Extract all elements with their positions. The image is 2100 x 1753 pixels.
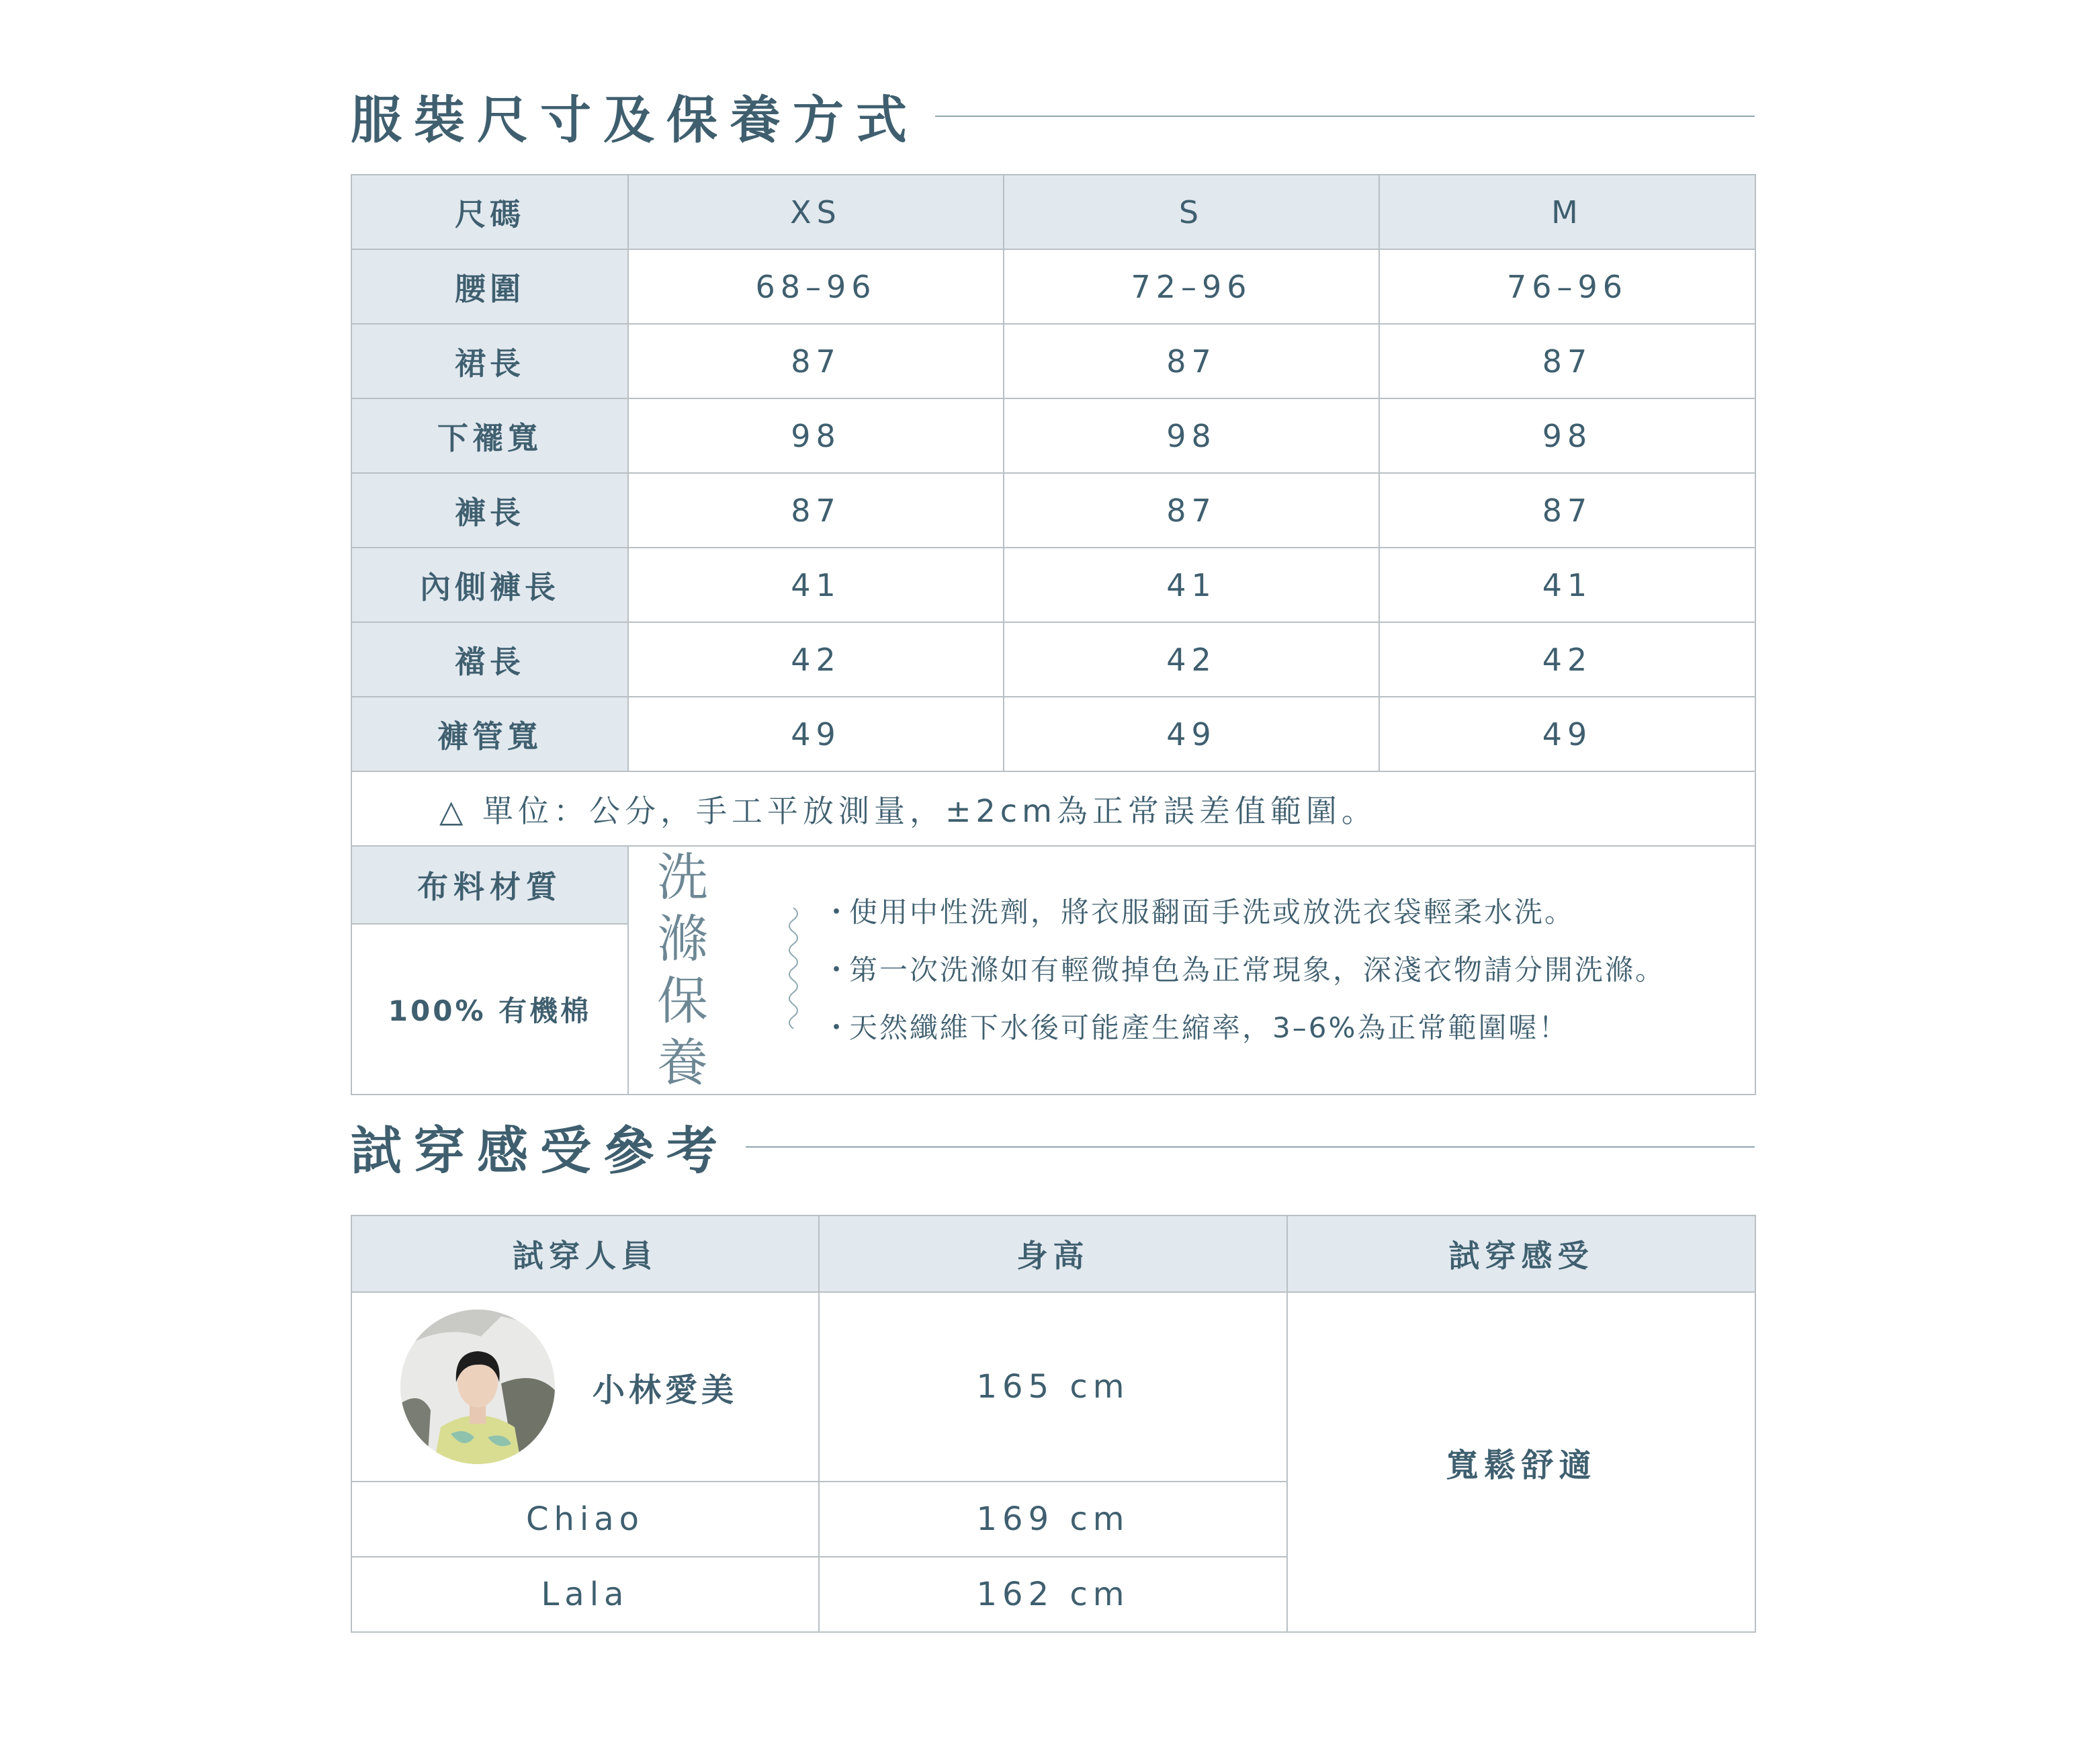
tester-name: Chiao bbox=[351, 1482, 819, 1557]
avatar bbox=[400, 1310, 555, 1464]
row-label: 裙長 bbox=[351, 324, 628, 398]
tester-cell bbox=[351, 1292, 819, 1482]
table-cell: 87 bbox=[1004, 473, 1379, 548]
size-label-header: 尺碼 bbox=[351, 175, 628, 249]
fit-table bbox=[351, 1215, 1756, 1633]
measurement-note: △ 單位：公分，手工平放測量，±2cm為正常誤差值範圍。 bbox=[351, 771, 1755, 846]
bullet-icon: ・ bbox=[822, 896, 853, 929]
table-cell: 68–96 bbox=[628, 249, 1004, 324]
fabric-value: 100% 有機棉 bbox=[351, 924, 628, 1095]
care-instructions bbox=[628, 846, 1755, 1095]
wave-divider-icon bbox=[783, 906, 803, 1034]
table-cell: 76–96 bbox=[1379, 249, 1755, 324]
table-row bbox=[351, 473, 1755, 548]
table-cell: 98 bbox=[628, 398, 1004, 473]
tester-name: Lala bbox=[351, 1557, 819, 1632]
size-xs-header: XS bbox=[628, 175, 1004, 249]
table-row bbox=[351, 548, 1755, 622]
table-cell: 87 bbox=[1379, 473, 1755, 548]
table-cell: 87 bbox=[628, 324, 1004, 398]
table-cell: 87 bbox=[1379, 324, 1755, 398]
row-label: 內側褲長 bbox=[351, 548, 628, 622]
feeling-cell: 寬鬆舒適 bbox=[1287, 1292, 1755, 1632]
heading-divider bbox=[935, 116, 1755, 117]
fabric-header-row bbox=[351, 846, 1755, 924]
size-header-row bbox=[351, 175, 1755, 249]
row-label: 下襬寬 bbox=[351, 398, 628, 473]
care-list bbox=[822, 884, 1665, 1057]
size-care-section-title bbox=[351, 79, 1755, 153]
care-title-line: 保養 bbox=[657, 971, 715, 1093]
size-m-header: M bbox=[1379, 175, 1755, 249]
table-row bbox=[351, 697, 1755, 771]
table-cell: 87 bbox=[628, 473, 1004, 548]
fit-header-row bbox=[351, 1215, 1755, 1292]
table-row bbox=[351, 622, 1755, 697]
table-cell: 98 bbox=[1379, 398, 1755, 473]
height-cell: 165 cm bbox=[819, 1292, 1287, 1482]
table-cell: 41 bbox=[628, 548, 1004, 622]
section-heading: 試穿感受參考 bbox=[351, 1121, 730, 1181]
table-cell: 98 bbox=[1004, 398, 1379, 473]
table-cell: 41 bbox=[1379, 548, 1755, 622]
row-label: 褲長 bbox=[351, 473, 628, 548]
list-item: ・天然纖維下水後可能產生縮率，3–6%為正常範圍喔！ bbox=[822, 999, 1665, 1057]
tester-header: 試穿人員 bbox=[351, 1215, 819, 1292]
size-s-header: S bbox=[1004, 175, 1379, 249]
table-cell: 42 bbox=[628, 622, 1004, 697]
bullet-icon: ・ bbox=[822, 1011, 853, 1044]
height-cell: 162 cm bbox=[819, 1557, 1287, 1632]
care-title-line: 洗滌 bbox=[657, 847, 715, 969]
table-row bbox=[351, 249, 1755, 324]
table-cell: 42 bbox=[1004, 622, 1379, 697]
section-heading: 服裝尺寸及保養方式 bbox=[351, 90, 919, 150]
table-cell: 49 bbox=[628, 697, 1004, 771]
table-row bbox=[351, 1292, 1755, 1482]
note-row bbox=[351, 771, 1755, 846]
bullet-icon: ・ bbox=[822, 953, 853, 986]
row-label: 褲管寬 bbox=[351, 697, 628, 771]
fabric-label: 布料材質 bbox=[351, 846, 628, 924]
row-label: 腰圍 bbox=[351, 249, 628, 324]
table-cell: 42 bbox=[1379, 622, 1755, 697]
table-cell: 87 bbox=[1004, 324, 1379, 398]
size-table bbox=[351, 174, 1756, 1095]
feeling-header: 試穿感受 bbox=[1287, 1215, 1755, 1292]
height-header: 身高 bbox=[819, 1215, 1287, 1292]
care-title bbox=[657, 847, 771, 1094]
row-label: 襠長 bbox=[351, 622, 628, 697]
table-row bbox=[351, 324, 1755, 398]
table-cell: 72–96 bbox=[1004, 249, 1379, 324]
height-cell: 169 cm bbox=[819, 1482, 1287, 1557]
tester-name: 小林愛美 bbox=[593, 1371, 738, 1409]
table-row bbox=[351, 398, 1755, 473]
table-cell: 49 bbox=[1004, 697, 1379, 771]
table-cell: 41 bbox=[1004, 548, 1379, 622]
fit-section-title bbox=[351, 1110, 1755, 1183]
list-item: ・使用中性洗劑，將衣服翻面手洗或放洗衣袋輕柔水洗。 bbox=[822, 884, 1665, 941]
table-cell: 49 bbox=[1379, 697, 1755, 771]
heading-divider bbox=[746, 1146, 1755, 1148]
list-item: ・第一次洗滌如有輕微掉色為正常現象，深淺衣物請分開洗滌。 bbox=[822, 941, 1665, 999]
